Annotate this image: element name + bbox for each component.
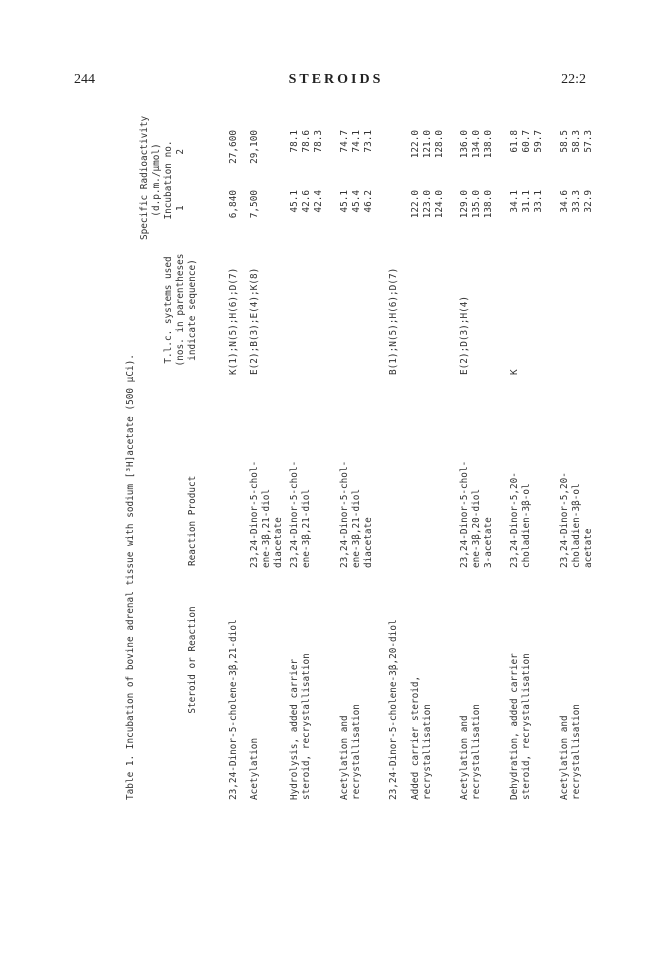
row-activity-incubation-1: 129.0 135.0 138.0	[459, 190, 494, 219]
row-tlc-systems: K(1);N(5);H(6);D(7)	[228, 267, 239, 375]
issue-number: 22:2	[561, 72, 586, 87]
page-number: 244	[74, 72, 95, 87]
row-steroid-or-reaction: Hydrolysis, added carrier steroid, recrystallisation	[289, 653, 312, 800]
row-reaction-product: 23,24-Dinor-5,20- choladien-3β-ol acetate	[559, 472, 594, 568]
row-activity-incubation-2: 29,100	[249, 130, 260, 164]
row-activity-incubation-2: 122.0 121.0 128.0	[410, 130, 445, 159]
row-steroid-or-reaction: 23,24-Dinor-5-cholene-3β,21-diol	[228, 619, 239, 800]
row-reaction-product: 23,24-Dinor-5-chol- ene-3β,21-diol	[289, 460, 312, 568]
row-activity-incubation-1: 34.6 33.3 32.9	[559, 190, 594, 213]
row-activity-incubation-2: 78.1 78.6 78.3	[289, 130, 324, 153]
row-activity-incubation-1: 7,500	[249, 190, 260, 219]
journal-title: STEROIDS	[288, 72, 384, 87]
row-tlc-systems: K	[509, 369, 520, 375]
row-activity-incubation-1: 45.1 42.6 42.4	[289, 190, 324, 213]
row-steroid-or-reaction: 23,24-Dinor-5-cholene-3β,20-diol	[388, 619, 399, 800]
row-steroid-or-reaction: Acetylation	[249, 737, 260, 800]
header-tlc-systems: T.l.c. systems used (nos. in parentheses indicate sequence)	[163, 253, 198, 367]
row-activity-incubation-2: 136.0 134.0 138.0	[459, 130, 494, 159]
row-activity-incubation-2: 61.8 60.7 59.7	[509, 130, 544, 153]
row-steroid-or-reaction: Acetylation and recrystallisation	[459, 704, 482, 800]
row-activity-incubation-1: 45.1 45.4 46.2	[339, 190, 374, 213]
row-activity-incubation-2: 27,600	[228, 130, 239, 164]
row-activity-incubation-1: 34.1 31.1 33.1	[509, 190, 544, 213]
row-steroid-or-reaction: Acetylation and recrystallisation	[559, 704, 582, 800]
row-reaction-product: 23,24-Dinor-5-chol- ene-3β,20-diol 3-acetate	[459, 460, 494, 568]
header-reaction-product: Reaction Product	[187, 475, 198, 566]
row-activity-incubation-1: 6,840	[228, 190, 239, 219]
row-reaction-product: 23,24-Dinor-5-chol- ene-3β,21-diol diacetate	[249, 460, 284, 568]
header-steroid-or-reaction: Steroid or Reaction	[187, 606, 198, 714]
row-reaction-product: 23,24-Dinor-5,20- choladien-3β-ol	[509, 472, 532, 568]
row-activity-incubation-1: 122.0 123.0 124.0	[410, 190, 445, 219]
row-steroid-or-reaction: Added carrier steroid, recrystallisation	[410, 675, 433, 800]
header-specific-radioactivity: Specific Radioactivity (d.p.m./μmol) Incubation no. 1 2	[139, 115, 186, 240]
row-activity-incubation-2: 74.7 74.1 73.1	[339, 130, 374, 153]
table-caption: Table 1. Incubation of bovine adrenal tissue with sodium [³H]acetate (500 μCi).	[125, 354, 136, 800]
row-activity-incubation-2: 58.5 58.3 57.3	[559, 130, 594, 153]
rotated-table	[125, 110, 672, 800]
row-tlc-systems: E(2);B(3);E(4);K(8)	[249, 267, 260, 375]
row-steroid-or-reaction: Acetylation and recrystallisation	[339, 704, 362, 800]
row-tlc-systems: E(2);D(3);H(4)	[459, 295, 470, 375]
row-tlc-systems: B(1);N(5);H(6);D(7)	[388, 267, 399, 375]
row-steroid-or-reaction: Dehydration, added carrier steroid, recrystallisation	[509, 653, 532, 800]
row-reaction-product: 23,24-Dinor-5-chol- ene-3β,21-diol diacetate	[339, 460, 374, 568]
